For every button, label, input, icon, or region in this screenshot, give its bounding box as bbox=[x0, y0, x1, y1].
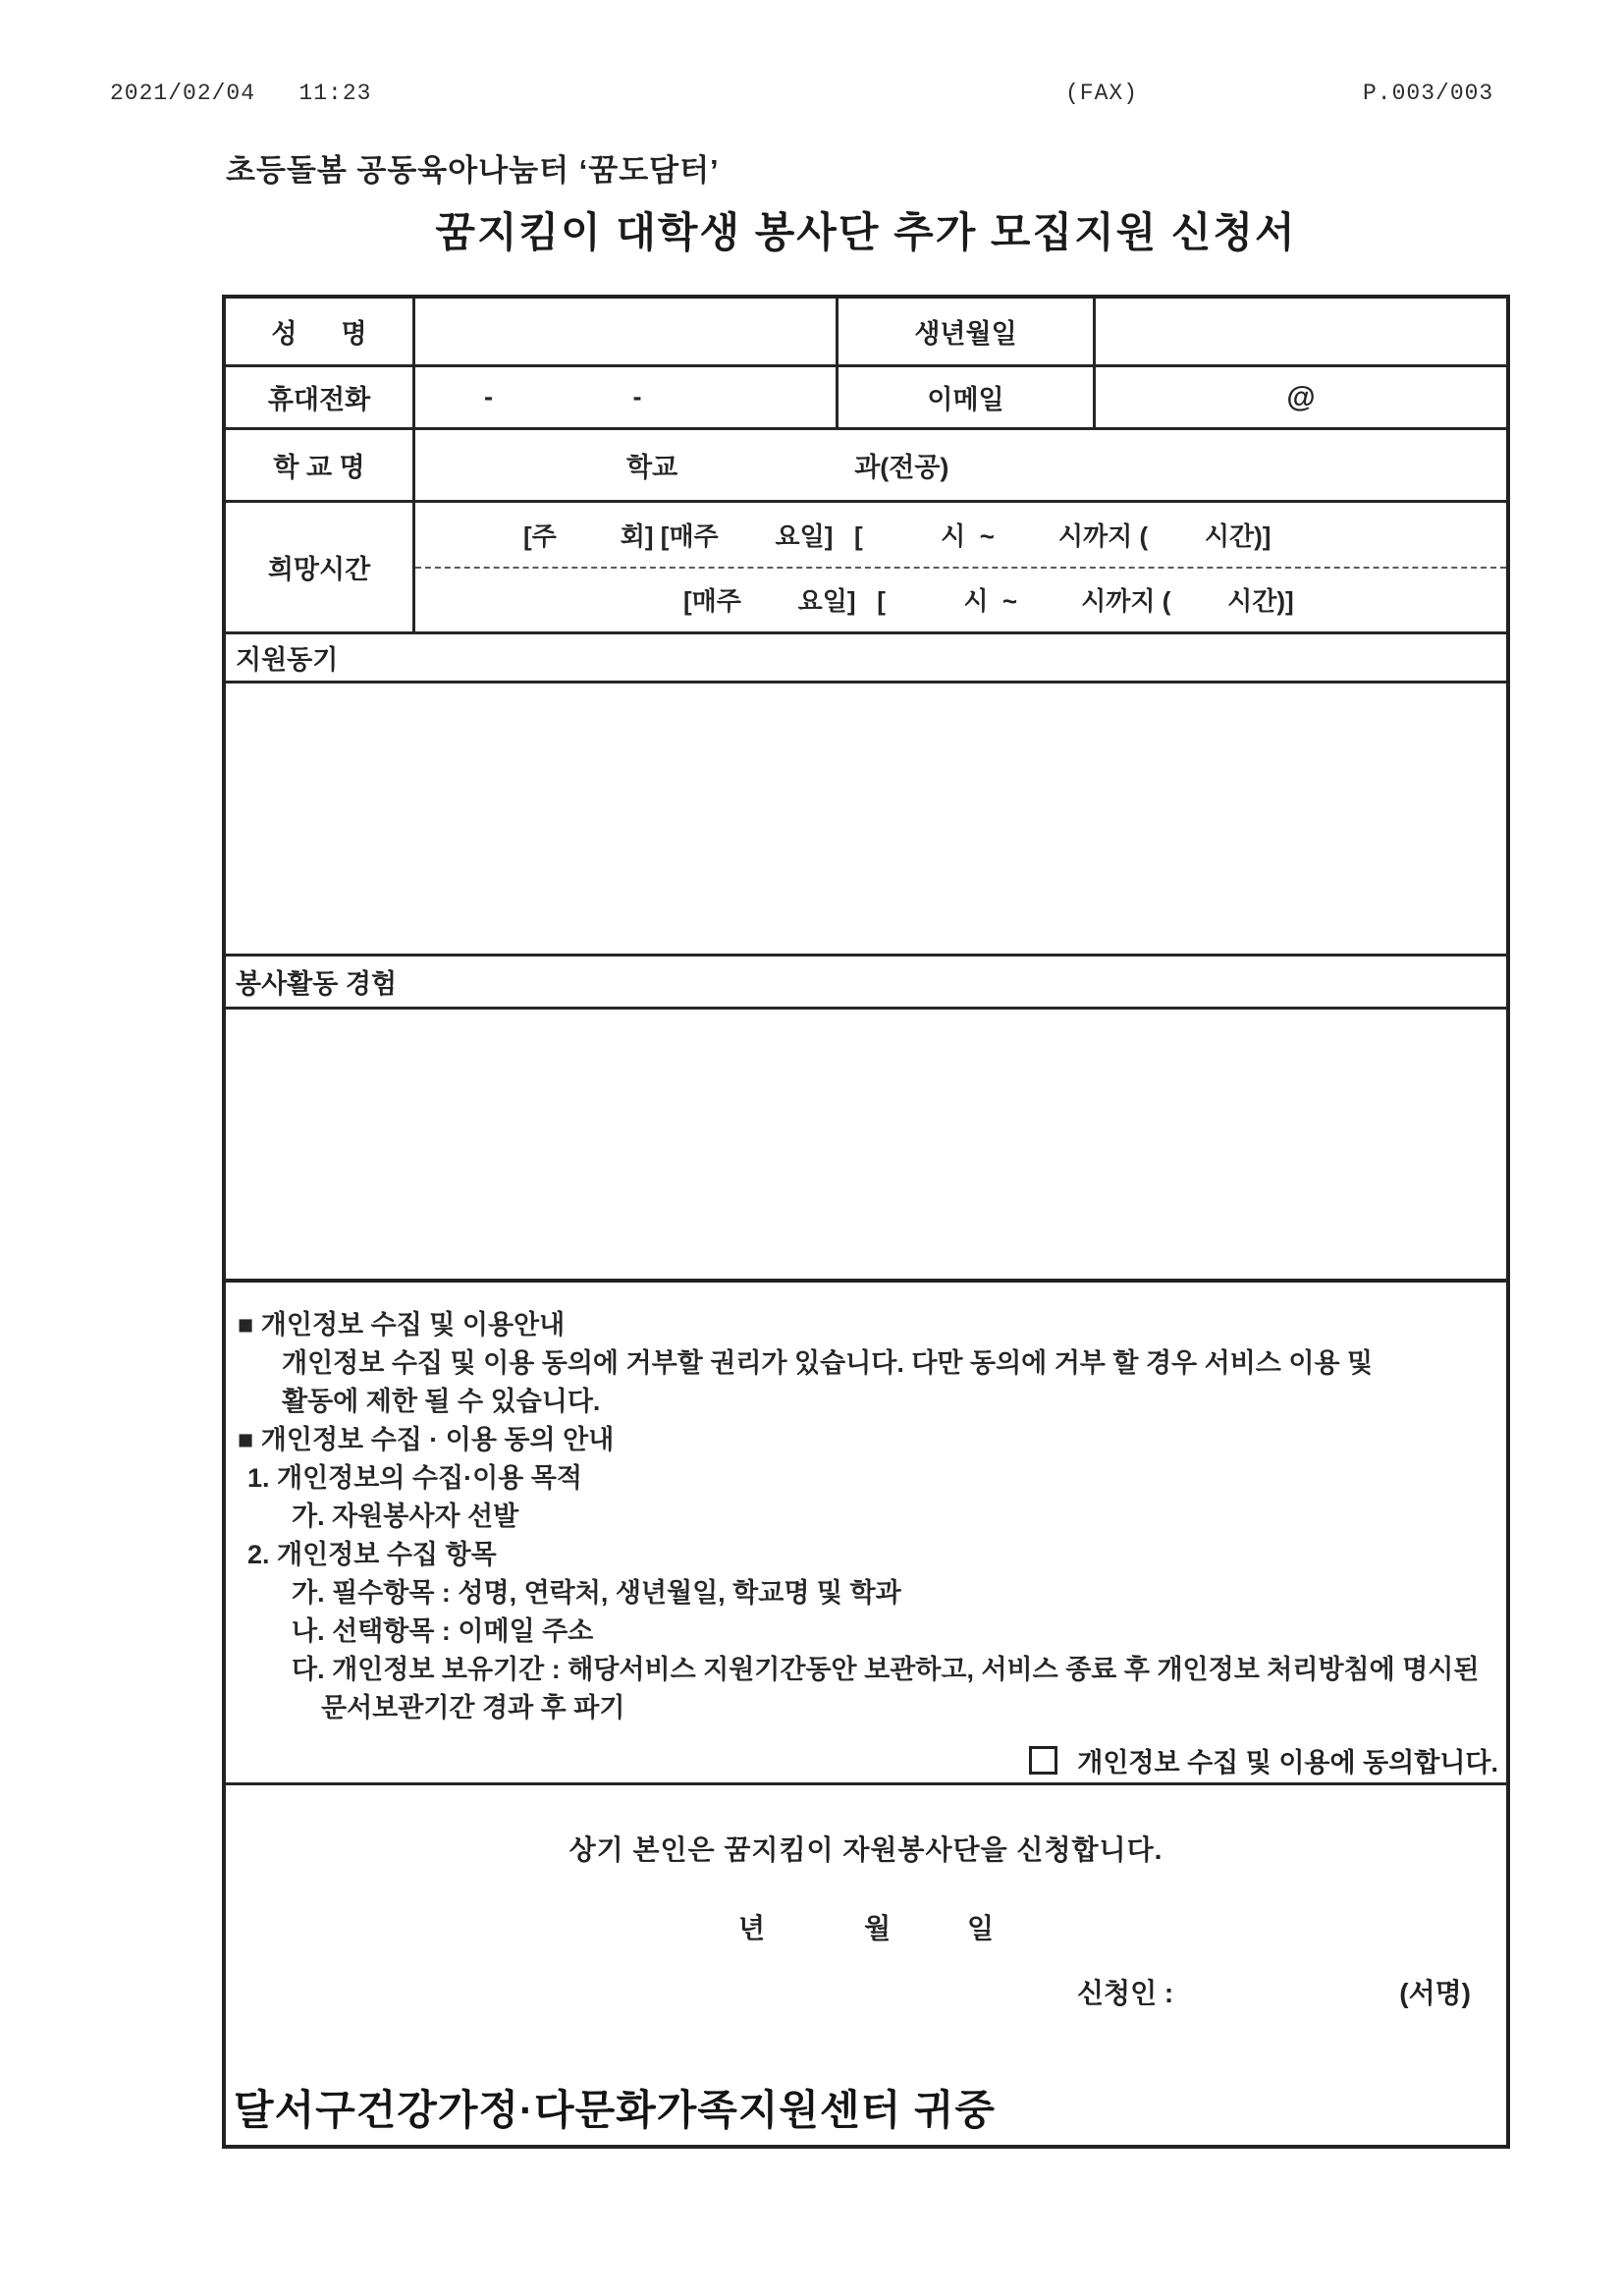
applicant-label: 신청인 : bbox=[1077, 1978, 1174, 2008]
signature-section bbox=[226, 1829, 1506, 2145]
consent-label: 개인정보 수집 및 이용에 동의합니다. bbox=[1077, 1748, 1498, 1777]
row-phone-email bbox=[226, 367, 1506, 430]
fax-datetime: 2021/02/04 11:23 bbox=[110, 81, 372, 106]
privacy-line: 2. 개인정보 수집 항목 bbox=[247, 1540, 497, 1569]
name-field[interactable] bbox=[415, 299, 839, 364]
privacy-notice bbox=[226, 1283, 1506, 1785]
signature-hint: (서명) bbox=[1399, 1978, 1471, 2008]
time-option-2[interactable] bbox=[415, 569, 1506, 632]
name-label: 성 명 bbox=[226, 299, 415, 364]
time-option-1[interactable] bbox=[415, 503, 1506, 569]
privacy-line: 1. 개인정보의 수집·이용 목적 bbox=[247, 1463, 582, 1493]
privacy-line: 문서보관기간 경과 후 파기 bbox=[321, 1693, 625, 1722]
privacy-line: 가. 자원봉사자 선발 bbox=[292, 1502, 519, 1531]
time-options bbox=[415, 503, 1506, 631]
consent-checkbox[interactable] bbox=[1029, 1746, 1057, 1775]
motivation-label: 지원동기 bbox=[226, 634, 1506, 683]
email-field[interactable]: @ bbox=[1286, 380, 1316, 413]
privacy-line: ■ 개인정보 수집 · 이용 동의 안내 bbox=[238, 1425, 615, 1454]
recipient-line: 달서구건강가정·다문화가족지원센터 귀중 bbox=[234, 2087, 996, 2133]
privacy-line: 활동에 제한 될 수 있습니다. bbox=[282, 1387, 601, 1416]
signature-statement: 상기 본인은 꿈지킴이 자원봉사단을 신청합니다. bbox=[568, 1834, 1163, 1865]
form-title: 꿈지킴이 대학생 봉사단 추가 모집지원 신청서 bbox=[435, 209, 1297, 255]
privacy-line: 다. 개인정보 보유기간 : 해당서비스 지원기간동안 보관하고, 서비스 종료 후 개인정보 처리방침에 명시된 bbox=[292, 1655, 1480, 1684]
row-name-birthdate bbox=[226, 299, 1506, 367]
experience-label: 봉사활동 경험 bbox=[226, 957, 1506, 1010]
row-desired-time bbox=[226, 503, 1506, 634]
privacy-line: 가. 필수항목 : 성명, 연락처, 생년월일, 학교명 및 학과 bbox=[292, 1578, 901, 1608]
school-field[interactable]: 학교 과(전공) bbox=[626, 453, 949, 482]
motivation-field[interactable] bbox=[226, 683, 1506, 957]
privacy-line: ■ 개인정보 수집 및 이용안내 bbox=[238, 1310, 566, 1339]
email-label: 이메일 bbox=[839, 367, 1096, 427]
privacy-line: 개인정보 수집 및 이용 동의에 거부할 권리가 있습니다. 다만 동의에 거부 할 경우 서비스 이용 및 bbox=[282, 1348, 1374, 1378]
fax-page-number: P.003/003 bbox=[1363, 81, 1494, 106]
signature-date-line: 년 월 일 bbox=[737, 1913, 995, 1943]
fax-label: (FAX) bbox=[1065, 81, 1139, 106]
phone-field[interactable]: - - bbox=[415, 367, 839, 427]
phone-label: 휴대전화 bbox=[226, 367, 415, 427]
consent-row bbox=[226, 1741, 1506, 1779]
privacy-line: 나. 선택항목 : 이메일 주소 bbox=[292, 1616, 594, 1646]
birthdate-field[interactable] bbox=[1096, 299, 1506, 364]
row-school bbox=[226, 430, 1506, 503]
application-form-table bbox=[222, 295, 1510, 2149]
experience-field[interactable] bbox=[226, 1010, 1506, 1283]
time-option-2-text: [매주 요일] [ 시 ~ 시까지 ( 시간)] bbox=[683, 586, 1294, 617]
school-label: 학 교 명 bbox=[226, 430, 415, 500]
applicant-row bbox=[226, 1972, 1506, 2011]
form-subtitle: 초등돌봄 공동육아나눔터 ‘꿈도담터’ bbox=[226, 153, 720, 188]
time-option-1-text: [주 회] [매주 요일] [ 시 ~ 시까지 ( 시간)] bbox=[523, 520, 1271, 551]
birthdate-label: 생년월일 bbox=[839, 299, 1096, 364]
time-label: 희망시간 bbox=[226, 503, 415, 631]
